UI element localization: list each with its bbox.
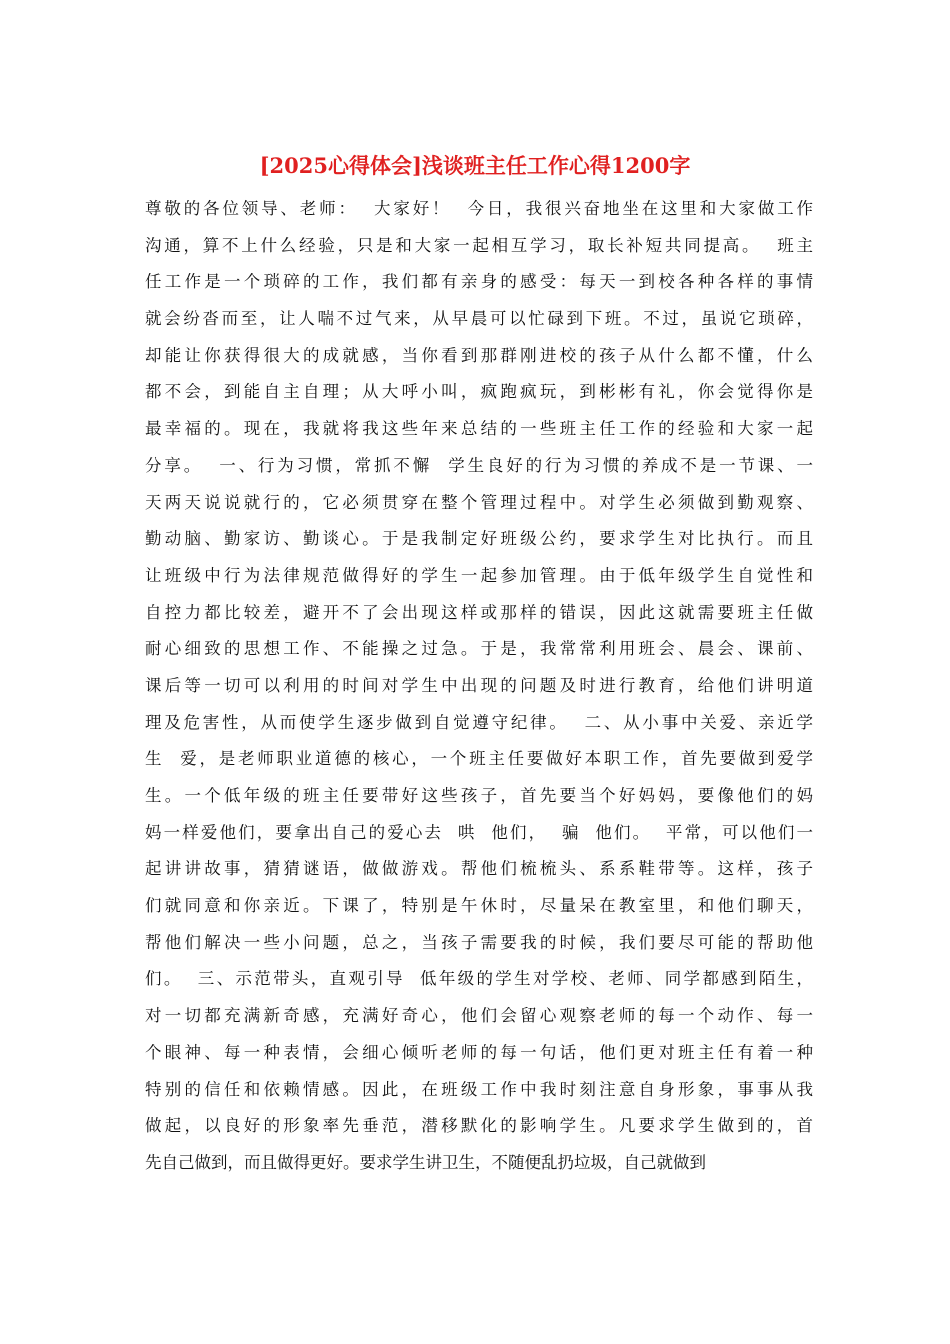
body-text-line: 让班级中行为法律规范做得好的学生一起参加管理。由于低年级学生自觉性和 (145, 565, 813, 585)
body-text-line: 做起，以良好的形象率先垂范，潜移默化的影响学生。凡要求学生做到的，首 (145, 1116, 813, 1136)
body-text-line: 耐心细致的思想工作、不能操之过急。于是，我常常利用班会、晨会、课前、 (145, 639, 813, 659)
body-text-line: 就会纷沓而至，让人喘不过气来，从早晨可以忙碌到下班。不过，虽说它琐碎， (145, 309, 813, 329)
document-title: [2025心得体会]浅谈班主任工作心得1200字 (259, 153, 691, 178)
body-text-line: 们就同意和你亲近。下课了，特别是午休时，尽量呆在教室里，和他们聊天， (145, 896, 813, 916)
body-text-line: 却能让你获得很大的成就感，当你看到那群刚进校的孩子从什么都不懂，什么 (145, 345, 813, 365)
body-text-line: 自控力都比较差，避开不了会出现这样或那样的错误，因此这就需要班主任做 (145, 602, 813, 622)
document-body (145, 191, 813, 1182)
body-text-line: 沟通，算不上什么经验，只是和大家一起相互学习，取长补短共同提高。 班主 (145, 235, 813, 255)
body-text-line: 起讲讲故事，猜猜谜语，做做游戏。帮他们梳梳头、系系鞋带等。这样，孩子 (145, 859, 813, 879)
body-text-line: 分享。 一、行为习惯，常抓不懈 学生良好的行为习惯的养成不是一节课、一 (145, 455, 813, 475)
body-text-line: 帮他们解决一些小问题，总之，当孩子需要我的时候，我们要尽可能的帮助他 (145, 932, 813, 952)
body-text-line: 理及危害性，从而使学生逐步做到自觉遵守纪律。 二、从小事中关爱、亲近学 (145, 712, 813, 732)
body-text-line: 都不会，到能自主自理；从大呼小叫，疯跑疯玩，到彬彬有礼，你会觉得你是 (145, 382, 813, 402)
body-text-line: 任工作是一个琐碎的工作，我们都有亲身的感受：每天一到校各种各样的事情 (145, 272, 813, 292)
body-text-line: 最幸福的。现在，我就将我这些年来总结的一些班主任工作的经验和大家一起 (145, 419, 813, 439)
body-text-line: 对一切都充满新奇感，充满好奇心，他们会留心观察老师的每一个动作、每一 (145, 1006, 813, 1026)
body-text-line: 个眼神、每一种表情，会细心倾听老师的每一句话，他们更对班主任有着一种 (145, 1042, 813, 1062)
body-text-line: 生 爱，是老师职业道德的核心，一个班主任要做好本职工作，首先要做到爱学 (145, 749, 813, 769)
body-text-line: 生。一个低年级的班主任要带好这些孩子，首先要当个好妈妈，要像他们的妈 (145, 786, 813, 805)
body-text-line: 勤动脑、勤家访、勤谈心。于是我制定好班级公约，要求学生对比执行。而且 (145, 529, 813, 549)
body-text-line: 们。 三、示范带头，直观引导 低年级的学生对学校、老师、同学都感到陌生， (145, 969, 813, 989)
body-text-line: 先自己做到，而且做得更好。要求学生讲卫生，不随便乱扔垃圾，自己就做到 (145, 1152, 706, 1172)
body-text-line: 课后等一切可以利用的时间对学生中出现的问题及时进行教育，给他们讲明道 (145, 675, 813, 695)
body-text-line: 天两天说说就行的，它必须贯穿在整个管理过程中。对学生必须做到勤观察、 (145, 492, 813, 512)
body-text-line: 特别的信任和依赖情感。因此，在班级工作中我时刻注意自身形象，事事从我 (145, 1079, 813, 1099)
body-text-line: 妈一样爱他们，要拿出自己的爱心去 哄 他们， 骗 他们。 平常，可以他们一 (145, 822, 813, 842)
body-text-line: 尊敬的各位领导、老师： 大家好！ 今日，我很兴奋地坐在这里和大家做工作 (145, 199, 813, 218)
